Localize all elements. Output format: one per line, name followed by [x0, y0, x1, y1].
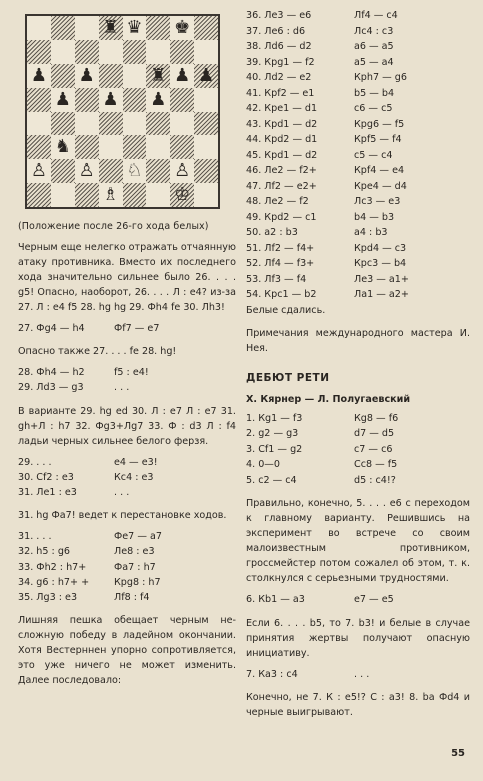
- board-square: ♟: [30, 64, 47, 86]
- white-move: 47. Лf2 — е2+: [246, 180, 317, 192]
- board-square: [51, 64, 75, 88]
- board-square: [146, 159, 170, 183]
- black-move: Фf7 — е7: [114, 323, 160, 334]
- board-square: [51, 183, 75, 207]
- board-square: [194, 16, 218, 40]
- board-square: [170, 88, 194, 112]
- black-move: Крd4 — с3: [354, 242, 407, 254]
- move-list: [18, 321, 236, 336]
- move-list: [18, 529, 236, 605]
- white-move: 41. Крf2 — е1: [246, 87, 315, 99]
- black-move: Ле3 — а1+: [354, 273, 409, 285]
- black-move: а5 — а4: [354, 56, 394, 68]
- black-move: Фе7 — а7: [114, 531, 162, 543]
- right-column: [246, 8, 470, 720]
- black-move: . . .: [114, 382, 130, 394]
- board-square: ♗: [102, 184, 119, 206]
- board-square: ♙: [30, 160, 47, 182]
- black-move: Крf4 — е4: [354, 165, 405, 176]
- board-square: [194, 159, 218, 183]
- white-move: 3. Сf1 — g2: [246, 443, 303, 455]
- white-move: 31. Ле1 : е3: [18, 487, 77, 499]
- board-square: ♚: [174, 16, 191, 38]
- black-move: b5 — b4: [354, 87, 395, 99]
- black-move: Лf8 : f4: [114, 592, 150, 604]
- black-move: е4 — е3!: [114, 456, 158, 468]
- paragraph: Опасно также 27. . . . fe 28. hg!: [18, 346, 177, 358]
- chess-board-diagram: [25, 14, 220, 209]
- board-square: ♟: [78, 64, 95, 86]
- white-move: 36. Ле3 — е6: [246, 10, 312, 21]
- white-move: 51. Лf2 — f4+: [246, 242, 315, 254]
- black-move: Лс4 : с3: [354, 25, 394, 37]
- black-move: Ла1 — а2+: [354, 289, 409, 300]
- annotation-credit: Примечания международного мастера И. Нея.: [246, 327, 470, 354]
- black-move: Ле8 : е3: [114, 546, 155, 558]
- board-square: [146, 112, 170, 136]
- black-move: . . .: [354, 668, 370, 680]
- white-move: 4. 0—0: [246, 459, 281, 470]
- white-move: 31. . . .: [18, 531, 52, 543]
- board-square: ♟: [150, 88, 167, 110]
- white-move: 53. Лf3 — f4: [246, 273, 307, 285]
- black-move: с5 — с4: [354, 149, 393, 161]
- move-list: [18, 365, 236, 395]
- paragraph: 31. hg Фа7! ведет к перестановке ходов.: [18, 510, 227, 522]
- board-square: [146, 135, 170, 159]
- white-move: 33. Фh2 : h7+: [18, 561, 87, 573]
- board-square: ♟: [194, 64, 218, 88]
- left-column: [18, 8, 236, 688]
- black-move: d7 — d5: [354, 428, 395, 439]
- white-move: 49. Крd2 — с1: [246, 211, 317, 223]
- black-move: а6 — а5: [354, 41, 394, 52]
- white-move: 29. Лd3 — g3: [18, 382, 84, 394]
- white-move: 46. Ле2 — f2+: [246, 165, 317, 176]
- board-square: ♔: [170, 183, 194, 207]
- board-square: [146, 40, 170, 64]
- black-move: b4 — b3: [354, 211, 395, 223]
- board-square: ♛: [126, 16, 143, 38]
- board-square: [27, 16, 51, 40]
- white-move: 1. Кg1 — f3: [246, 412, 303, 424]
- white-move: 50. а2 : b3: [246, 227, 298, 238]
- black-move: Кg8 — f6: [354, 412, 399, 424]
- board-square: ♟: [102, 88, 119, 110]
- white-move: 7. Ка3 : с4: [246, 668, 298, 680]
- board-square: [194, 112, 218, 136]
- result-line: Белые сдались.: [246, 304, 326, 316]
- board-square: ♙: [174, 160, 191, 182]
- black-move: Крh7 — g6: [354, 72, 407, 83]
- paragraph: Черным еще нелегко отражать отчаянную атаку противника. Вместо их последнего хода значительно сильнее было 26. . . . g5! Опасно, наоборот, 26. . . . Л : е4? из-за 27. Л : е4 f5 28. hg hg 29. Фh4 fe 30. Лh3!: [18, 242, 236, 313]
- black-move: . . .: [114, 487, 130, 499]
- board-square: [51, 159, 75, 183]
- white-move: 38. Лd6 — d2: [246, 41, 312, 52]
- board-square: [123, 183, 147, 207]
- move-list: [246, 8, 470, 303]
- board-square: ♜: [146, 64, 170, 88]
- white-move: 48. Ле2 — f2: [246, 196, 309, 207]
- black-move: с7 — с6: [354, 443, 393, 455]
- board-square: [123, 135, 147, 159]
- move-list: [246, 411, 470, 489]
- board-square: [75, 183, 99, 207]
- board-square: ♙: [78, 160, 95, 182]
- black-move: Крg6 — f5: [354, 118, 405, 130]
- white-move: 32. h5 : g6: [18, 546, 71, 558]
- board-square: ♘: [126, 160, 143, 182]
- board-square: [75, 135, 99, 159]
- paragraph: Правильно, конечно, 5. . . . е6 с переходом к главному варианту. Решившись на эксперимент во встрече со своим малоизвестным противником, гроссмейстер потом сожалел об этом, т. к. столкнулся с серьезными трудностями.: [246, 498, 470, 584]
- board-square: [146, 183, 170, 207]
- board-square: [194, 135, 218, 159]
- board-square: [75, 40, 99, 64]
- white-move: 34. g6 : h7+ +: [18, 576, 90, 588]
- board-square: [51, 16, 75, 40]
- board-square: [99, 40, 123, 64]
- white-move: 6. Кb1 — а3: [246, 594, 305, 605]
- black-move: d5 : с4!?: [354, 474, 396, 486]
- board-square: ♟: [174, 64, 191, 86]
- white-move: 52. Лf4 — f3+: [246, 258, 315, 269]
- white-move: 45. Крd1 — d2: [246, 149, 318, 161]
- board-square: [51, 40, 75, 64]
- black-move: Кpg8 : h7: [114, 576, 161, 588]
- white-move: 44. Крd2 — d1: [246, 134, 318, 145]
- board-square: [99, 64, 123, 88]
- board-square: [194, 88, 218, 112]
- board-square: [170, 40, 194, 64]
- board-square: ♞: [54, 136, 71, 158]
- board-square: [99, 112, 123, 136]
- black-move: Лс3 — е3: [354, 196, 401, 207]
- board-square: [123, 88, 147, 112]
- black-move: с6 — с5: [354, 103, 393, 114]
- black-move: Сс8 — f5: [354, 459, 398, 470]
- move-list: [246, 667, 470, 683]
- board-square: [75, 112, 99, 136]
- board-square: [123, 64, 147, 88]
- white-move: 43. Крd1 — d2: [246, 118, 318, 130]
- section-heading: ДЕБЮТ РЕТИ: [246, 371, 330, 384]
- board-square: [27, 183, 51, 207]
- board-square: [27, 135, 51, 159]
- board-square: ♜: [99, 16, 123, 40]
- paragraph: Если 6. . . . b5, то 7. b3! и белые в случае принятия жертвы получают опасную инициативу.: [246, 617, 470, 659]
- board-square: [51, 112, 75, 136]
- white-move: 35. Лg3 : е3: [18, 592, 78, 604]
- white-move: 29. . . .: [18, 456, 52, 468]
- move-list: [18, 455, 236, 501]
- black-move: е7 — е5: [354, 594, 394, 605]
- white-move: 5. с2 — с4: [246, 474, 297, 486]
- white-move: 37. Ле6 : d6: [246, 25, 306, 37]
- page-number: 55: [451, 748, 465, 759]
- white-move: 39. Крg1 — f2: [246, 56, 315, 68]
- white-move: 30. Cf2 : e3: [18, 471, 74, 483]
- white-move: 42. Кре1 — d1: [246, 103, 318, 114]
- board-square: [75, 88, 99, 112]
- board-square: [170, 112, 194, 136]
- board-square: [170, 135, 194, 159]
- board-square: [194, 40, 218, 64]
- board-square: [146, 16, 170, 40]
- board-square: [99, 135, 123, 159]
- game-title: Х. Кярнер — Л. Полугаевский: [246, 393, 411, 405]
- board-square: [194, 183, 218, 207]
- black-move: Фа7 : h7: [114, 561, 156, 573]
- white-move: 28. Фh4 — h2: [18, 367, 85, 379]
- board-square: ♟: [54, 88, 71, 110]
- black-move: Лf4 — с4: [354, 10, 398, 21]
- paragraph: Конечно, не 7. К : е5!? С : а3! 8. bа Фd4 и черные выигрывают.: [246, 692, 470, 718]
- board-square: [123, 40, 147, 64]
- white-move: 27. Фg4 — h4: [18, 323, 85, 334]
- black-move: Крf5 — f4: [354, 134, 402, 145]
- black-move: Кс4 : е3: [114, 471, 154, 483]
- black-move: f5 : e4!: [114, 367, 149, 379]
- white-move: 54. Крс1 — b2: [246, 289, 317, 300]
- board-square: [27, 88, 51, 112]
- board-square: [123, 112, 147, 136]
- paragraph: В варианте 29. hg ed 30. Л : е7 Л : е7 31. gh+Л : h7 32. Фg3+Лg7 33. Ф : d3 Л : f4 ладьи черных сильнее белого ферзя.: [18, 405, 236, 447]
- black-move: Крс3 — b4: [354, 258, 407, 269]
- board-square: [75, 16, 99, 40]
- white-move: 40. Лd2 — е2: [246, 72, 312, 83]
- move-list: [246, 592, 470, 608]
- diagram-caption: (Положение после 26-го хода белых): [18, 221, 209, 232]
- black-move: Кре4 — d4: [354, 180, 407, 192]
- black-move: а4 : b3: [354, 227, 388, 238]
- paragraph: Лишняя пешка обещает черным несложную победу в ладейном окончании. Хотя Вестерннен упорно сопротивляется, это уже ничего не может изменить. Далее последовало:: [18, 615, 236, 687]
- board-square: [27, 112, 51, 136]
- board-square: [99, 159, 123, 183]
- white-move: 2. g2 — g3: [246, 428, 299, 439]
- board-square: [27, 40, 51, 64]
